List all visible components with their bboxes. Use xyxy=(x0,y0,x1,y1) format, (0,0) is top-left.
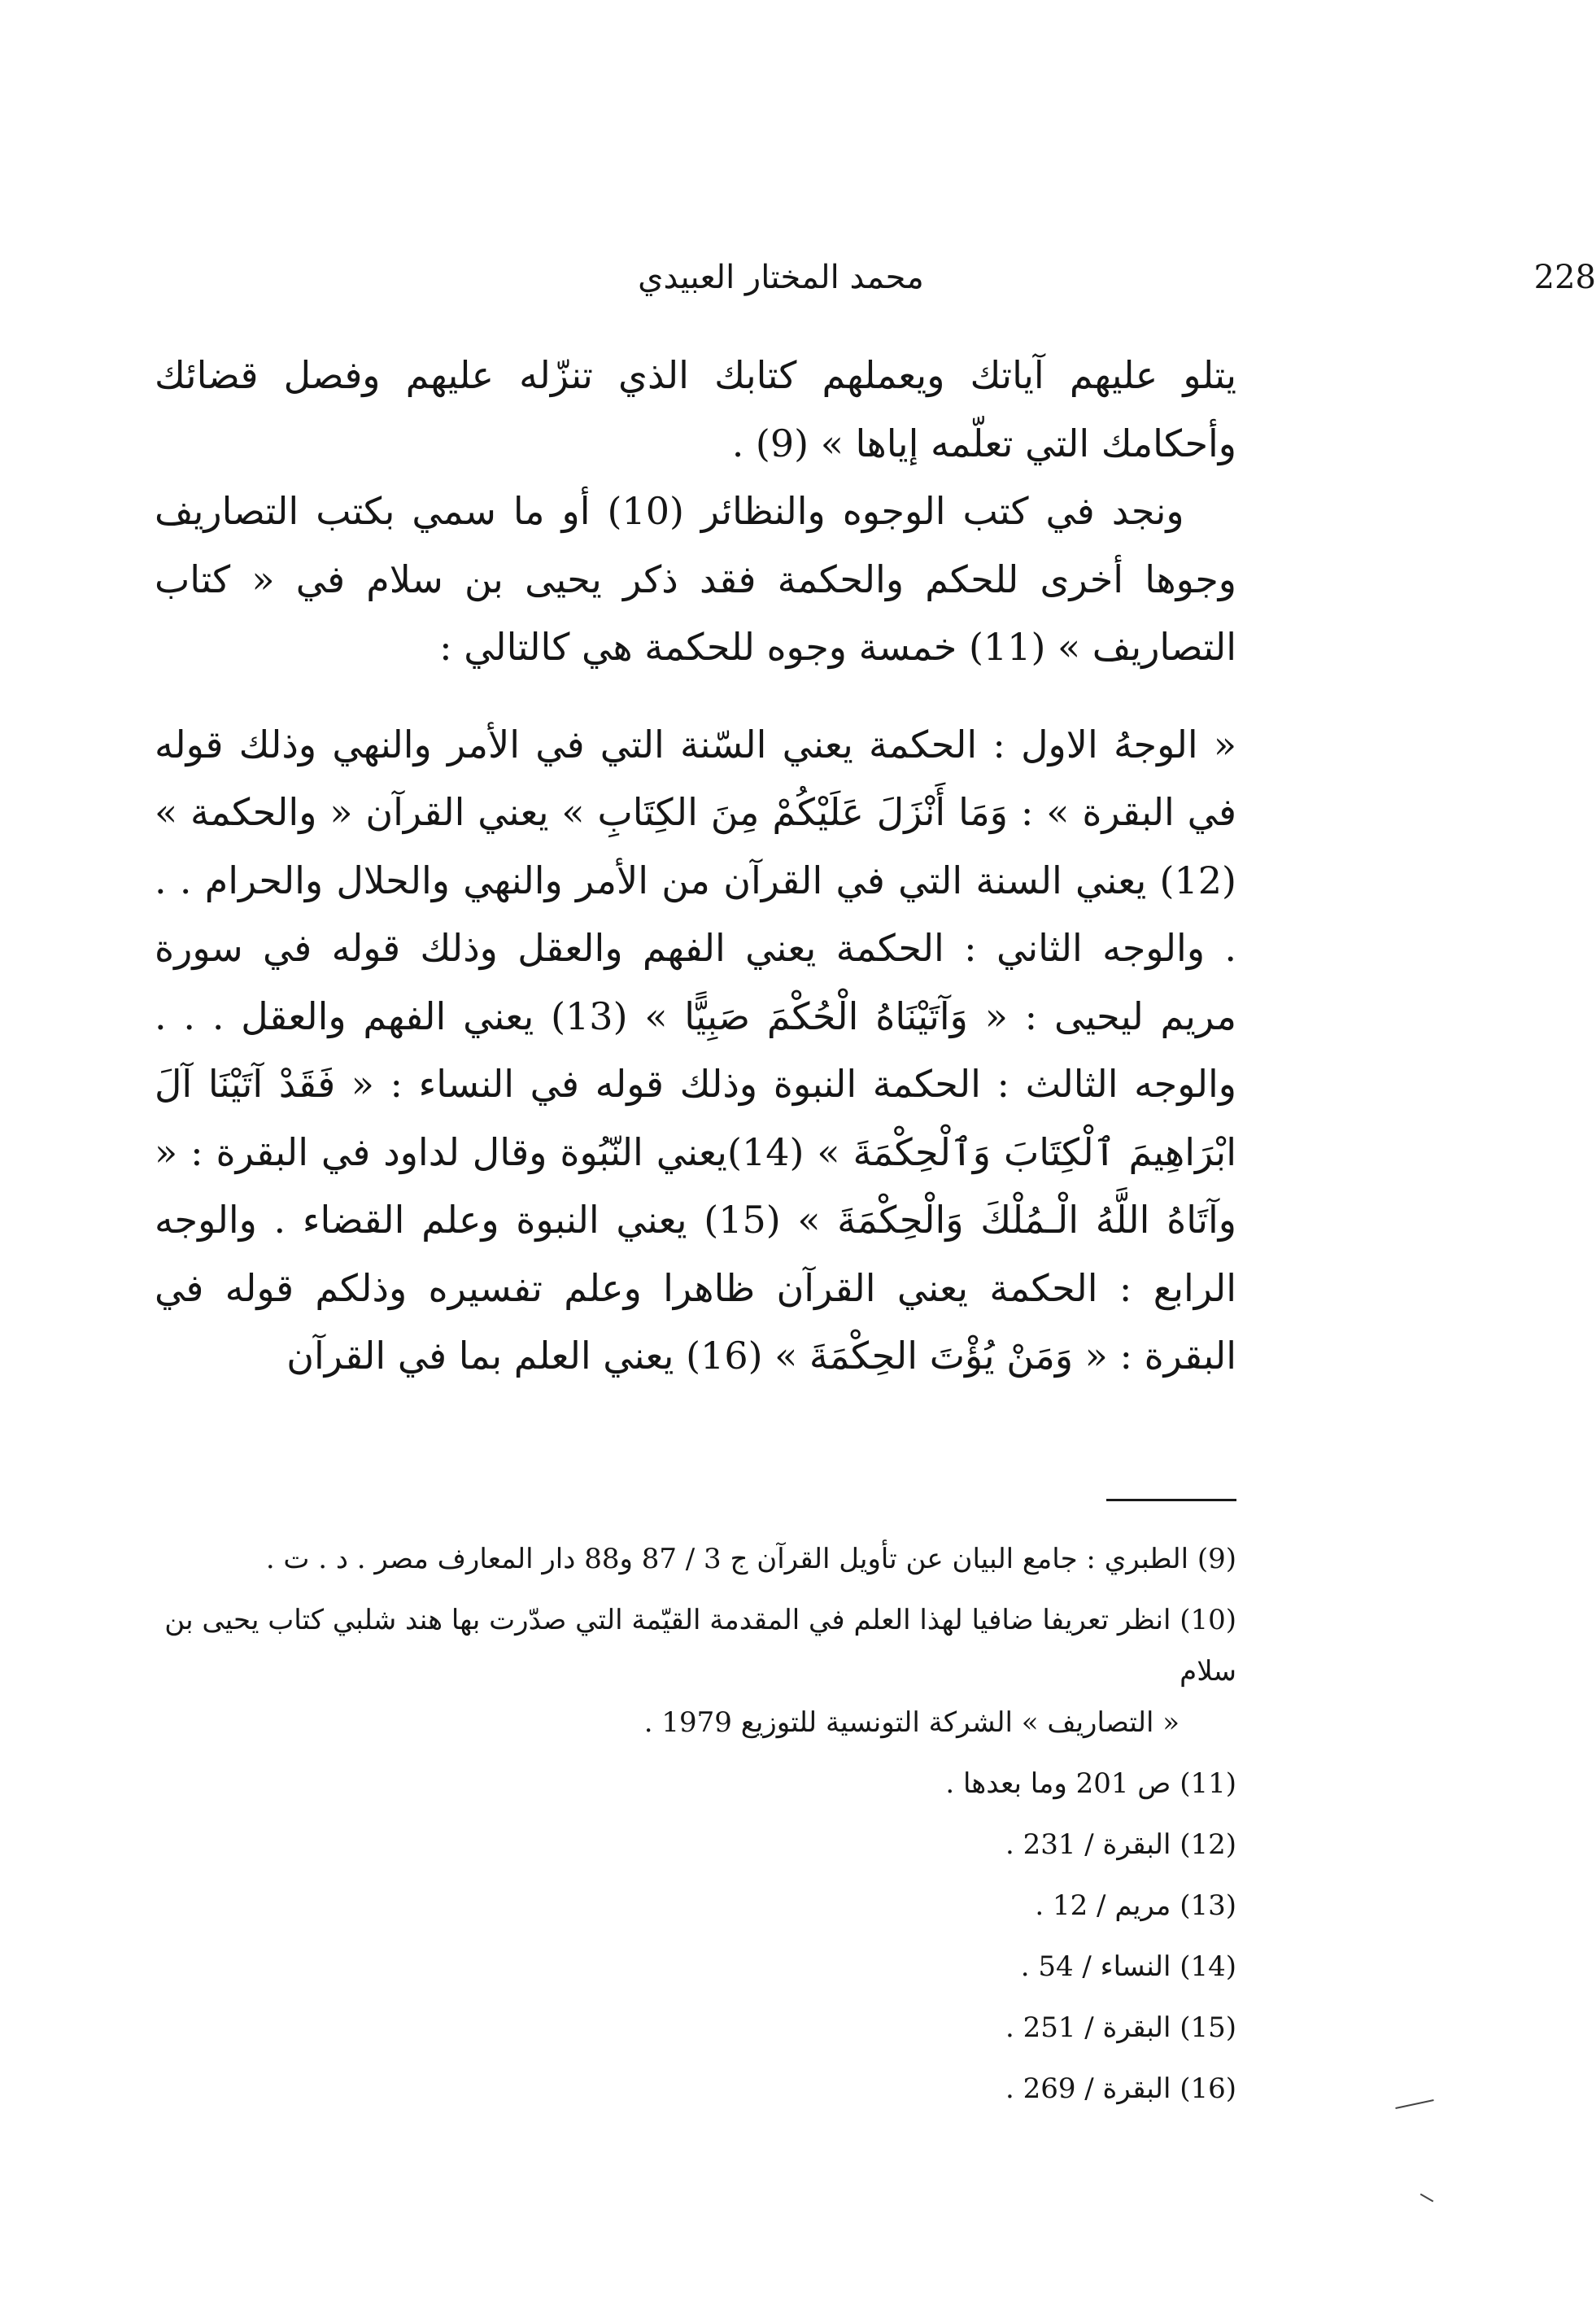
footnote-continuation: « التصاريف » الشركة التونسية للتوزيع 1979 . xyxy=(643,1706,1180,1739)
footnote-12 xyxy=(155,1819,1236,1871)
footnote-separator xyxy=(1106,1499,1236,1501)
footnotes xyxy=(155,1534,1236,2125)
footnote-text: (10) انظر تعريفا ضافيا لهذا العلم في المقدمة القيّمة التي صدّرت بها هند شلبي كتاب يحيى بن سلام xyxy=(164,1604,1236,1688)
scan-mark xyxy=(1420,2194,1434,2203)
body-text xyxy=(155,342,1236,1391)
footnote-text: (14) النساء / 54 . xyxy=(1020,1950,1236,1983)
footnote-16 xyxy=(155,2064,1236,2115)
footnote-text: (12) البقرة / 231 . xyxy=(1005,1828,1236,1861)
footnote-10 xyxy=(155,1595,1236,1749)
footnote-9 xyxy=(155,1534,1236,1585)
paragraph-3-quotation: « الوجهُ الاول : الحكمة يعني السّنة التي في الأمر والنهي وذلك قوله في البقرة » : وَمَا أَنْزَلَ عَلَيْكُمْ مِنَ الكِتَابِ » يعني القرآن « والحكمة » (12) يعني السنة التي في القرآن من الأمر والنهي والحلال والحرام . . . والوجه الثاني : الحكمة يعني الفهم والعقل وذلك قوله في سورة مريم ليحيى : « وَآتَيْنَاهُ الْحُكْمَ صَبِيًّا » (13) يعني الفهم والعقل . . . والوجه الثالث : الحكمة النبوة وذلك قوله في النساء : « فَقَدْ آتَيْنَا آلَ ابْرَاهِيمَ ٱلْكِتَابَ وَٱلْحِكْمَةَ » (14)يعني النّبُوة وقال لداود في البقرة : « وآتَاهُ اللَّهُ الْـمُلْكَ وَالْحِكْمَةَ » (15) يعني النبوة وعلم القضاء . والوجه الرابع : الحكمة يعني القرآن ظاهرا وعلم تفسيره وذلكم قوله في البقرة : « وَمَنْ يُؤْتَ الحِكْمَةَ » (16) يعني العلم بما في القرآن xyxy=(155,722,1237,1378)
page-number: 228 xyxy=(1533,259,1596,296)
footnote-text: (11) ص 201 وما بعدها . xyxy=(945,1767,1236,1800)
footnote-text: (13) مريم / 12 . xyxy=(1035,1889,1236,1922)
footnote-13 xyxy=(155,1880,1236,1932)
footnote-text: (9) الطبري : جامع البيان عن تأويل القرآن ج 3 / 87 و88 دار المعارف مصر . د . ت . xyxy=(265,1543,1236,1575)
footnote-14 xyxy=(155,1941,1236,1993)
footnote-15 xyxy=(155,2002,1236,2054)
footnote-text: (16) البقرة / 269 . xyxy=(1005,2072,1236,2105)
paragraph-2: ونجد في كتب الوجوه والنظائر (10) أو ما سمي بكتب التصاريف وجوها أخرى للحكم والحكمة فقد ذكر يحيى بن سلام في « كتاب التصاريف » (11) خمسة وجوه للحكمة هي كالتالي : xyxy=(155,489,1236,669)
footnote-11 xyxy=(155,1758,1236,1810)
footnote-text: (15) البقرة / 251 . xyxy=(1005,2011,1236,2044)
page-header xyxy=(155,259,1596,324)
scan-mark xyxy=(1395,2099,1433,2109)
paragraph-1: يتلو عليهم آياتك ويعملهم كتابك الذي تنزّله عليهم وفصل قضائك وأحكامك التي تعلّمه إياها » (9) . xyxy=(155,353,1236,465)
running-head: محمد المختار العبيدي xyxy=(638,259,924,296)
